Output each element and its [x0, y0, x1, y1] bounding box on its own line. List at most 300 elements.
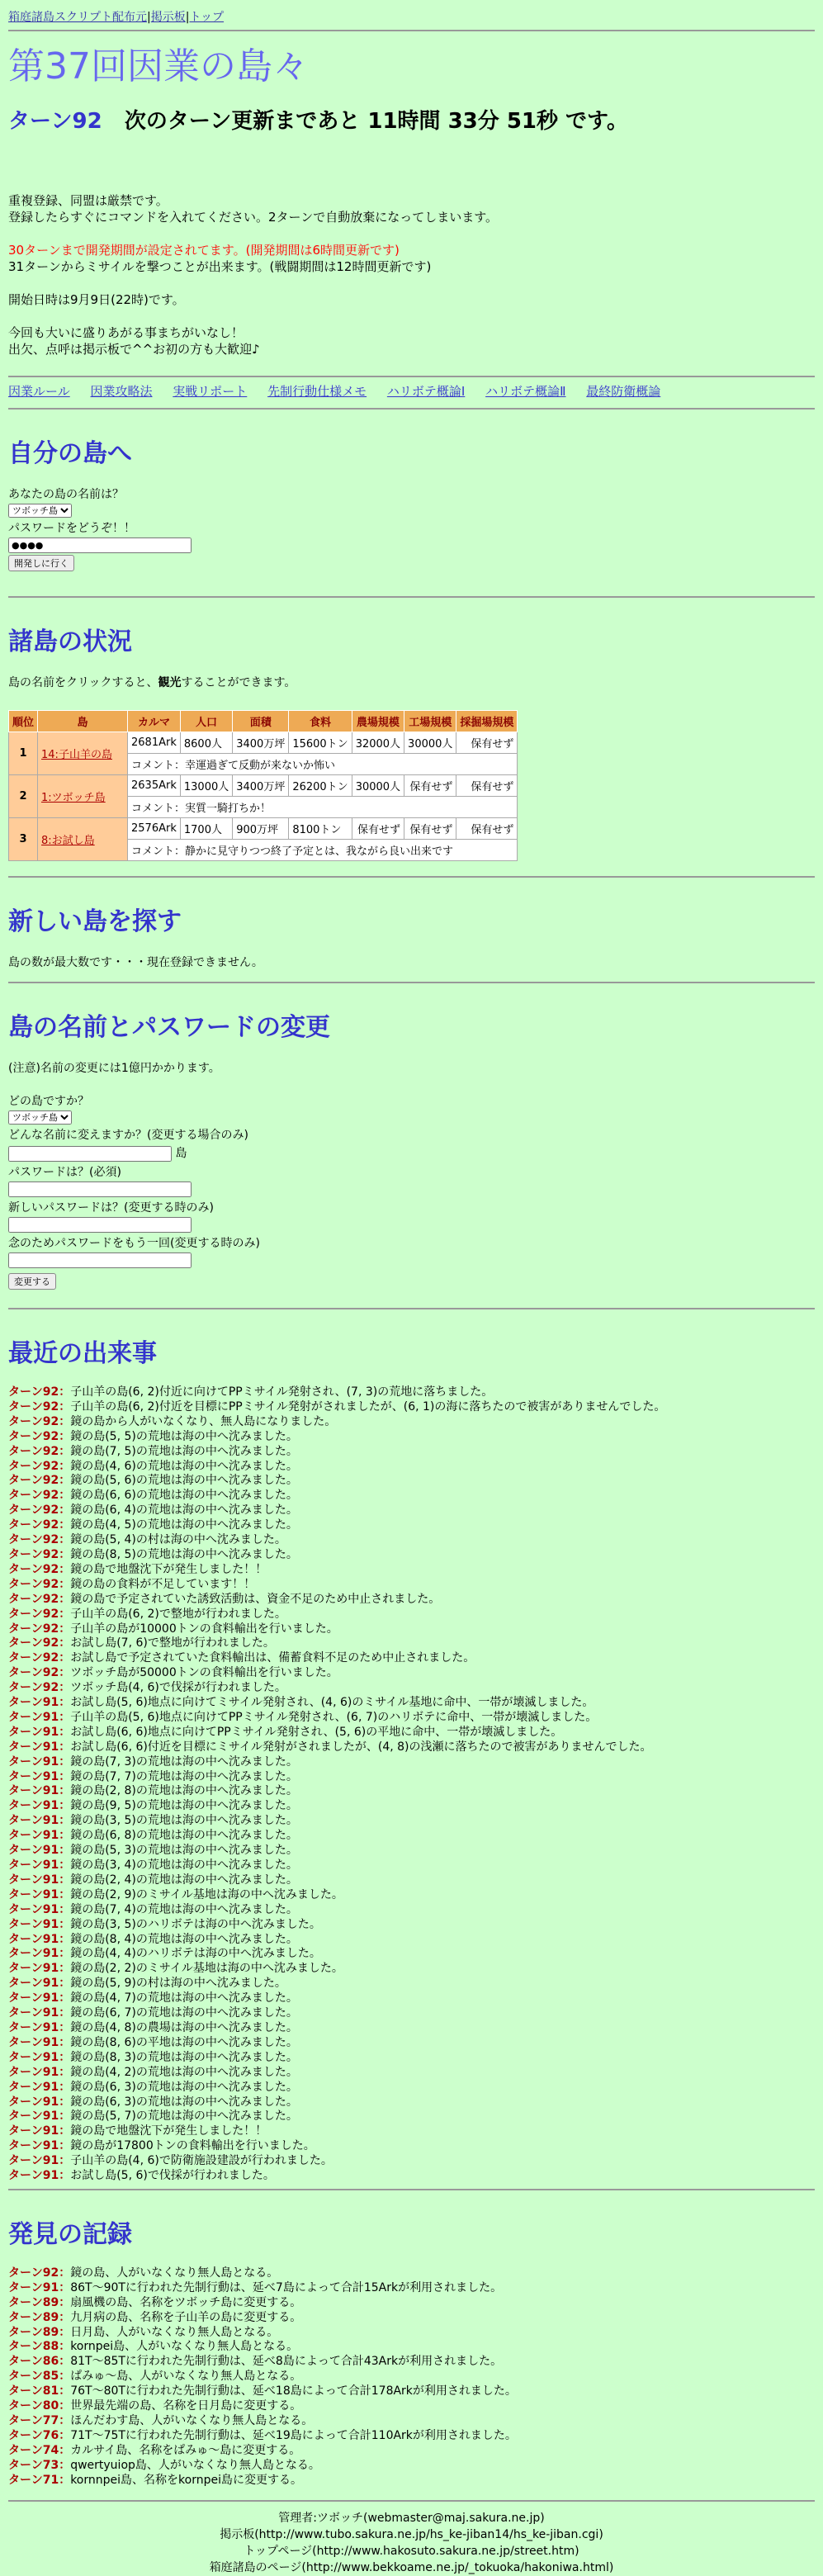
mine-cell: 保有せず	[456, 732, 518, 754]
events-log	[8, 1385, 815, 2184]
log-turn: ターン92：	[8, 1607, 71, 1621]
food-cell: 8100トン	[289, 818, 352, 840]
log-text: 鏡の島(8, 4)の荒地は海の中へ沈みました。	[70, 1932, 298, 1946]
island-select[interactable]	[8, 504, 72, 518]
log-entry	[8, 1962, 815, 1977]
mine-cell: 保有せず	[456, 775, 518, 797]
log-text: 子山羊の島(5, 6)地点に向けてPPミサイル発射され、(6, 7)のハリボテに命中、一帯が壊滅しました。	[70, 1710, 598, 1724]
log-text: ぱみゅ〜島、人がいなくなり無人島となる。	[70, 2370, 302, 2384]
log-text: 76T〜80Tに行われた先制行動は、延べ18島によって合計178Arkが利用されました。	[70, 2384, 517, 2398]
log-entry	[8, 1681, 815, 1696]
log-entry	[8, 1696, 815, 1711]
karma-cell: 2681Ark	[128, 732, 181, 754]
log-entry	[8, 1636, 815, 1651]
turn-remaining: 次のターン更新まであと 11時間 33分 51秒 です。	[124, 109, 628, 134]
comment-cell: コメント：幸運過ぎて反動が来ないか怖い	[128, 754, 518, 775]
change-password-input[interactable]	[8, 1181, 192, 1197]
nav-link-top[interactable]: トップ	[189, 11, 225, 24]
island-name-cell	[38, 775, 128, 818]
change-note: (注意)名前の変更には1億円かかります。	[8, 1062, 220, 1075]
island-link[interactable]: 8:お試し島	[41, 835, 95, 847]
log-entry	[8, 2399, 815, 2414]
log-entry	[8, 1460, 815, 1475]
log-text: 鏡の島(2, 9)のミサイル基地は海の中へ沈みました。	[70, 1887, 343, 1901]
log-turn: ターン91：	[8, 1917, 71, 1931]
new-name-input[interactable]	[8, 1146, 172, 1162]
log-text: kornpei島、人がいなくなり無人島となる。	[70, 2340, 299, 2354]
log-text: 鏡の島(4, 6)の荒地は海の中へ沈みました。	[70, 1459, 298, 1473]
log-text: 鏡の島(6, 3)の荒地は海の中へ沈みました。	[70, 2095, 298, 2109]
col-header: 人口	[180, 711, 232, 732]
log-text: 鏡の島(4, 4)のハリボテは海の中へ沈みました。	[70, 1947, 321, 1961]
change-island-select[interactable]	[8, 1110, 72, 1125]
karma-cell: 2635Ark	[128, 775, 181, 797]
log-text: 鏡の島(8, 5)の荒地は海の中へ沈みました。	[70, 1547, 298, 1561]
log-turn: ターン91：	[8, 1844, 71, 1858]
log-entry	[8, 1385, 815, 1400]
log-text: お試し島(6, 6)付近を目標にミサイル発射がされましたが、(4, 8)の浅瀬に落ちたので被害がありませんでした。	[70, 1740, 652, 1754]
col-header: 食料	[289, 711, 352, 732]
footer-hakoniwa: 箱庭諸島のページ(http://www.bekkoame.ne.jp/_tokuoka/hakoniwa.html)	[209, 2560, 614, 2574]
log-turn: ターン91：	[8, 1873, 71, 1887]
log-text: 世界最先端の島、名称を日月島に変更する。	[70, 2399, 302, 2413]
log-turn: ターン92：	[8, 1622, 71, 1636]
log-turn: ターン89：	[8, 2325, 71, 2339]
log-text: 子山羊の島(6, 2)付近に向けてPPミサイル発射され、(7, 3)の荒地に落ちました。	[70, 1385, 494, 1399]
discoveries-log	[8, 2266, 815, 2488]
log-turn: ターン92：	[8, 1459, 71, 1473]
log-text: 鏡の島(6, 4)の荒地は海の中へ沈みました。	[70, 1503, 298, 1518]
log-text: 鏡の島(7, 7)の荒地は海の中へ沈みました。	[70, 1769, 298, 1783]
log-text: 86T〜90Tに行われた先制行動は、延べ7島によって合計15Arkが利用されました。	[70, 2280, 503, 2294]
info-line: 30ターンまで開発期間が設定されてます。(開発期間は6時間更新です)	[8, 243, 400, 258]
divider	[8, 2500, 815, 2502]
log-text: お試し島で予定されていた食料輸出は、備蓄食料不足のため中止されました。	[70, 1651, 475, 1665]
log-text: 扇風機の島、名称をツボッチ島に変更する。	[70, 2295, 302, 2309]
log-turn: ターン86：	[8, 2355, 71, 2369]
log-text: お試し島(6, 6)地点に向けてPPミサイル発射され、(5, 6)の平地に命中、一帯が壊滅しました。	[70, 1725, 563, 1739]
rank-cell: 3	[9, 818, 38, 861]
rule-link[interactable]: ハリボテ概論Ⅱ	[485, 384, 566, 399]
log-entry	[8, 1991, 815, 2006]
which-island-label: どの島ですか？	[8, 1095, 89, 1108]
new-island-heading: 新しい島を探す	[8, 907, 182, 936]
log-entry	[8, 1726, 815, 1740]
log-entry	[8, 1430, 815, 1445]
discoveries-heading: 発見の記録	[8, 2219, 132, 2249]
info-line: 今回も大いに盛りあがる事まちがいなし！	[8, 325, 244, 340]
rule-link[interactable]: 実戦リポート	[173, 384, 248, 399]
table-header-row	[9, 711, 518, 732]
log-text: 子山羊の島(6, 2)で整地が行われました。	[70, 1607, 286, 1621]
islands-table	[8, 710, 518, 861]
log-entry	[8, 1474, 815, 1489]
log-entry	[8, 1533, 815, 1548]
log-turn: ターン91：	[8, 1902, 71, 1916]
password-label: パスワードをどうぞ！！	[8, 522, 135, 535]
log-turn: ターン91：	[8, 2110, 71, 2124]
log-turn: ターン92：	[8, 1444, 71, 1458]
divider	[8, 1308, 815, 1309]
log-text: 鏡の島(6, 6)の荒地は海の中へ沈みました。	[70, 1489, 298, 1503]
log-turn: ターン91：	[8, 1754, 71, 1769]
comment-cell: コメント：静かに見守りつつ終了予定とは、我ながら良い出来です	[128, 840, 518, 861]
log-entry	[8, 2036, 815, 2051]
log-entry	[8, 1947, 815, 1962]
log-entry	[8, 1489, 815, 1503]
log-entry	[8, 2021, 815, 2036]
log-entry	[8, 2139, 815, 2154]
divider	[8, 596, 815, 598]
log-turn: ターン91：	[8, 1696, 71, 1710]
new-island-note: 島の数が最大数です・・・現在登録できません。	[8, 956, 263, 969]
log-text: 鏡の島(5, 5)の荒地は海の中へ沈みました。	[70, 1429, 298, 1443]
log-text: 子山羊の島(4, 6)で防衛施設建設が行われました。	[70, 2154, 333, 2168]
log-turn: ターン74：	[8, 2443, 71, 2457]
change-heading: 島の名前とパスワードの変更	[8, 1013, 330, 1042]
log-turn: ターン92：	[8, 2266, 71, 2280]
log-entry	[8, 1622, 815, 1637]
info-line	[8, 225, 815, 242]
islands-heading: 諸島の状況	[8, 627, 132, 656]
log-turn: ターン92：	[8, 1474, 71, 1488]
island-link[interactable]: 14:子山羊の島	[41, 749, 112, 761]
log-turn: ターン91：	[8, 1859, 71, 1872]
log-text: ほんだわす島、人がいなくなり無人島となる。	[70, 2414, 314, 2427]
comment-cell: コメント：実質一騎打ちか！	[128, 797, 518, 818]
change-button[interactable]: 変更する	[8, 1273, 56, 1290]
rule-link[interactable]: 因業ルール	[8, 384, 70, 399]
log-turn: ターン91：	[8, 1725, 71, 1739]
log-entry	[8, 1651, 815, 1666]
log-entry	[8, 1859, 815, 1873]
log-entry	[8, 2051, 815, 2066]
log-text: 九月病の島、名称を子山羊の島に変更する。	[70, 2310, 302, 2324]
log-entry	[8, 1503, 815, 1518]
islands-note	[8, 674, 815, 690]
log-text: kornnpei島、名称をkornpei島に変更する。	[70, 2473, 302, 2487]
area-cell: 900万坪	[233, 818, 289, 840]
log-entry	[8, 1814, 815, 1829]
log-entry	[8, 2281, 815, 2296]
log-entry	[8, 1873, 815, 1888]
log-entry	[8, 2296, 815, 2311]
log-turn: ターン92：	[8, 1399, 71, 1413]
nav-link-board[interactable]: 掲示板	[150, 11, 186, 24]
log-turn: ターン91：	[8, 1740, 71, 1754]
log-text: 鏡の島(6, 3)の荒地は海の中へ沈みました。	[70, 2080, 298, 2094]
log-turn: ターン91：	[8, 2280, 71, 2294]
population-cell: 1700人	[180, 818, 232, 840]
log-entry	[8, 1784, 815, 1799]
log-turn: ターン91：	[8, 1814, 71, 1828]
log-entry	[8, 1518, 815, 1533]
log-entry	[8, 1593, 815, 1608]
log-turn: ターン91：	[8, 2169, 71, 2183]
info-line: 開始日時は9月9日(22時)です。	[8, 292, 185, 307]
log-text: 鏡の島で予定されていた誘致活動は、資金不足のため中止されました。	[70, 1592, 441, 1606]
log-turn: ターン89：	[8, 2310, 71, 2324]
log-entry	[8, 1799, 815, 1814]
log-text: 鏡の島で地盤沈下が発生しました！！	[70, 1562, 267, 1576]
log-turn: ターン91：	[8, 2124, 71, 2138]
log-entry	[8, 2124, 815, 2139]
log-entry	[8, 2169, 815, 2184]
table-row	[9, 818, 518, 840]
log-turn: ターン91：	[8, 1962, 71, 1976]
log-turn: ターン92：	[8, 1666, 71, 1680]
log-text: 鏡の島(5, 4)の村は海の中へ沈みました。	[70, 1533, 286, 1547]
log-turn: ターン91：	[8, 1977, 71, 1991]
log-turn: ターン91：	[8, 1947, 71, 1961]
new-password-input[interactable]	[8, 1217, 192, 1233]
log-text: 81T〜85Tに行われた先制行動は、延べ8島によって合計43Arkが利用されました。	[70, 2355, 503, 2369]
factory-cell: 30000人	[404, 732, 456, 754]
log-turn: ターン92：	[8, 1562, 71, 1576]
island-name-cell	[38, 818, 128, 861]
log-turn: ターン91：	[8, 2154, 71, 2168]
log-turn: ターン85：	[8, 2370, 71, 2384]
log-turn: ターン80：	[8, 2399, 71, 2413]
log-text: 鏡の島(3, 4)の荒地は海の中へ沈みました。	[70, 1859, 298, 1872]
log-turn: ターン91：	[8, 1799, 71, 1813]
info-line	[8, 308, 815, 324]
info-line	[8, 275, 815, 291]
log-turn: ターン92：	[8, 1577, 71, 1591]
info-line: 31ターンからミサイルを撃つことが出来ます。(戦闘期間は12時間更新です)	[8, 259, 432, 274]
footer-board: 掲示板(http://www.tubo.sakura.ne.jp/hs_ke-jiban14/hs_ke-jiban.cgi)	[220, 2527, 603, 2541]
footer-top: トップページ(http://www.hakosuto.sakura.ne.jp/street.htm)	[244, 2544, 579, 2558]
log-turn: ターン92：	[8, 1547, 71, 1561]
log-turn: ターン91：	[8, 1991, 71, 2005]
log-turn: ターン73：	[8, 2458, 71, 2472]
log-turn: ターン92：	[8, 1489, 71, 1503]
log-text: 鏡の島から人がいなくなり、無人島になりました。	[70, 1414, 337, 1428]
population-cell: 13000人	[180, 775, 232, 797]
col-header: 農場規模	[352, 711, 404, 732]
events-heading: 最近の出来事	[8, 1339, 157, 1368]
note-text: 島の名前をクリックすると、	[8, 676, 158, 689]
info-line: 出欠、点呼は掲示板で^^お初の方も大歓迎♪	[8, 342, 260, 357]
log-entry	[8, 1888, 815, 1903]
log-entry	[8, 1608, 815, 1622]
log-text: 鏡の島(2, 8)の荒地は海の中へ沈みました。	[70, 1784, 298, 1798]
island-link[interactable]: 1:ツボッチ島	[41, 792, 106, 804]
turn-status	[8, 104, 815, 135]
log-entry	[8, 2081, 815, 2095]
new-name-label: どんな名前に変えますか？(変更する場合のみ)	[8, 1129, 248, 1142]
log-turn: ターン92：	[8, 1681, 71, 1695]
log-turn: ターン91：	[8, 2080, 71, 2094]
log-entry	[8, 1666, 815, 1681]
announcement	[8, 192, 815, 358]
farm-cell: 32000人	[352, 732, 404, 754]
note-text: することができます。	[181, 676, 296, 689]
note-bold: 観光	[158, 676, 182, 689]
info-line: 登録したらすぐにコマンドを入れてください。2ターンで自動放棄になってしまいます。	[8, 210, 499, 225]
log-text: 鏡の島の食料が不足しています！！	[70, 1577, 256, 1591]
col-header: 順位	[9, 711, 38, 732]
log-entry	[8, 2095, 815, 2110]
population-cell: 8600人	[180, 732, 232, 754]
log-text: 鏡の島(5, 9)の村は海の中へ沈みました。	[70, 1977, 286, 1991]
rule-link[interactable]: 最終防衛概論	[586, 384, 661, 399]
divider	[8, 982, 815, 983]
log-turn: ターン91：	[8, 2095, 71, 2109]
log-turn: ターン76：	[8, 2428, 71, 2442]
log-text: 71T〜75Tに行われた先制行動は、延べ19島によって合計110Arkが利用されました。	[70, 2428, 517, 2442]
log-entry	[8, 1445, 815, 1460]
log-turn: ターン91：	[8, 2065, 71, 2079]
farm-cell: 30000人	[352, 775, 404, 797]
mine-cell: 保有せず	[456, 818, 518, 840]
rule-link[interactable]: ハリボテ概論Ⅰ	[386, 384, 466, 399]
log-entry	[8, 2459, 815, 2474]
log-turn: ターン89：	[8, 2295, 71, 2309]
log-turn: ターン92：	[8, 1636, 71, 1650]
confirm-password-input[interactable]	[8, 1252, 192, 1268]
log-entry	[8, 2266, 815, 2281]
log-text: ツボッチ島が50000トンの食料輸出を行いました。	[70, 1666, 338, 1680]
log-text: カルサイ島、名称をぱみゅ〜島に変更する。	[70, 2443, 301, 2457]
log-text: 鏡の島(2, 2)のミサイル基地は海の中へ沈みました。	[70, 1962, 343, 1976]
log-text: 鏡の島(8, 6)の平地は海の中へ沈みました。	[70, 2035, 298, 2049]
log-text: お試し島(5, 6)地点に向けてミサイル発射され、(4, 6)のミサイル基地に命中、一帯が壊滅しました。	[70, 1696, 594, 1710]
my-island-heading: 自分の島へ	[8, 439, 132, 468]
log-text: 鏡の島(9, 5)の荒地は海の中へ沈みました。	[70, 1799, 298, 1813]
log-turn: ターン92：	[8, 1385, 71, 1399]
nav-sep: |	[147, 11, 151, 24]
log-entry	[8, 1711, 815, 1726]
top-nav	[8, 0, 815, 25]
col-header: カルマ	[128, 711, 181, 732]
log-text: 子山羊の島が10000トンの食料輸出を行いました。	[70, 1622, 338, 1636]
log-turn: ターン71：	[8, 2473, 71, 2487]
log-text: 鏡の島(6, 8)の荒地は海の中へ沈みました。	[70, 1829, 298, 1843]
log-entry	[8, 2474, 815, 2488]
log-turn: ターン92：	[8, 1533, 71, 1547]
log-text: 鏡の島(3, 5)のハリボテは海の中へ沈みました。	[70, 1917, 321, 1931]
log-text: 鏡の島(8, 3)の荒地は海の中へ沈みました。	[70, 2050, 298, 2064]
log-text: ツボッチ島(4, 6)で伐採が行われました。	[70, 1681, 286, 1695]
log-entry	[8, 2006, 815, 2021]
island-name-label: あなたの島の名前は？	[8, 488, 124, 501]
col-header: 採掘場規模	[456, 711, 518, 732]
log-entry	[8, 1563, 815, 1578]
log-turn: ターン91：	[8, 1769, 71, 1783]
log-entry	[8, 1918, 815, 1933]
log-entry	[8, 1933, 815, 1948]
log-text: 鏡の島(5, 6)の荒地は海の中へ沈みました。	[70, 1474, 298, 1488]
log-text: 鏡の島(4, 7)の荒地は海の中へ沈みました。	[70, 1991, 298, 2005]
rule-link[interactable]: 先制行動仕様メモ	[267, 384, 367, 399]
log-turn: ターン92：	[8, 1429, 71, 1443]
log-text: 鏡の島(4, 8)の農場は海の中へ沈みました。	[70, 2020, 298, 2034]
rank-cell: 2	[9, 775, 38, 818]
log-entry	[8, 2311, 815, 2326]
log-entry	[8, 2429, 815, 2444]
log-entry	[8, 2414, 815, 2429]
log-turn: ターン88：	[8, 2340, 71, 2354]
log-entry	[8, 1903, 815, 1918]
log-entry	[8, 2066, 815, 2081]
log-text: 鏡の島で地盤沈下が発生しました！！	[70, 2124, 267, 2138]
log-entry	[8, 1400, 815, 1415]
log-turn: ターン91：	[8, 2035, 71, 2049]
log-text: 鏡の島(2, 4)の荒地は海の中へ沈みました。	[70, 1873, 298, 1887]
table-row	[9, 732, 518, 754]
log-entry	[8, 1740, 815, 1755]
log-text: 鏡の島(5, 3)の荒地は海の中へ沈みました。	[70, 1844, 298, 1858]
log-entry	[8, 1755, 815, 1770]
new-password-label: 新しいパスワードは？(変更する時のみ)	[8, 1201, 214, 1215]
log-entry	[8, 1548, 815, 1563]
password-required-label: パスワードは？(必須)	[8, 1166, 121, 1179]
log-entry	[8, 2355, 815, 2370]
log-entry	[8, 2340, 815, 2355]
log-text: 鏡の島(5, 7)の荒地は海の中へ沈みました。	[70, 2110, 298, 2124]
col-header: 島	[38, 711, 128, 732]
log-text: 鏡の島(4, 2)の荒地は海の中へ沈みました。	[70, 2065, 298, 2079]
log-turn: ターン91：	[8, 1710, 71, 1724]
log-text: 鏡の島(6, 7)の荒地は海の中へ沈みました。	[70, 2006, 298, 2020]
log-turn: ターン91：	[8, 2006, 71, 2020]
rule-links	[8, 382, 815, 400]
log-text: 鏡の島が17800トンの食料輸出を行いました。	[70, 2139, 315, 2153]
food-cell: 26200トン	[289, 775, 352, 797]
nav-link-script[interactable]: 箱庭諸島スクリプト配布元	[8, 11, 147, 24]
table-row	[9, 775, 518, 797]
log-text: お試し島(5, 6)で伐採が行われました。	[70, 2169, 275, 2183]
log-text: 鏡の島(4, 5)の荒地は海の中へ沈みました。	[70, 1518, 298, 1532]
area-cell: 3400万坪	[233, 775, 289, 797]
divider	[8, 30, 815, 31]
footer-admin: 管理者:ツボッチ(webmaster@maj.sakura.ne.jp)	[278, 2511, 545, 2525]
divider	[8, 376, 815, 377]
develop-button[interactable]: 開発しに行く	[8, 555, 74, 571]
log-entry	[8, 2326, 815, 2341]
log-turn: ターン91：	[8, 1887, 71, 1901]
log-turn: ターン91：	[8, 1932, 71, 1946]
log-entry	[8, 2384, 815, 2399]
log-turn: ターン92：	[8, 1503, 71, 1518]
area-cell: 3400万坪	[233, 732, 289, 754]
log-text: 鏡の島(3, 5)の荒地は海の中へ沈みました。	[70, 1814, 298, 1828]
log-entry	[8, 2370, 815, 2384]
col-header: 工場規模	[404, 711, 456, 732]
log-entry	[8, 1415, 815, 1430]
shima-suffix: 島	[175, 1147, 187, 1160]
log-turn: ターン91：	[8, 2139, 71, 2153]
password-input[interactable]	[8, 537, 192, 553]
log-entry	[8, 1770, 815, 1785]
food-cell: 15600トン	[289, 732, 352, 754]
farm-cell: 保有せず	[352, 818, 404, 840]
log-text: 鏡の島(7, 3)の荒地は海の中へ沈みました。	[70, 1754, 298, 1769]
rule-link[interactable]: 因業攻略法	[90, 384, 153, 399]
log-turn: ターン92：	[8, 1592, 71, 1606]
log-turn: ターン92：	[8, 1651, 71, 1665]
log-text: お試し島(7, 6)で整地が行われました。	[70, 1636, 275, 1650]
divider	[8, 2189, 815, 2190]
log-entry	[8, 1829, 815, 1844]
rank-cell: 1	[9, 732, 38, 775]
log-entry	[8, 1578, 815, 1593]
log-text: 子山羊の島(6, 2)付近を目標にPPミサイル発射がされましたが、(6, 1)の海に落ちたので被害がありませんでした。	[70, 1399, 666, 1413]
factory-cell: 保有せず	[404, 818, 456, 840]
island-name-cell	[38, 732, 128, 775]
karma-cell: 2576Ark	[128, 818, 181, 840]
